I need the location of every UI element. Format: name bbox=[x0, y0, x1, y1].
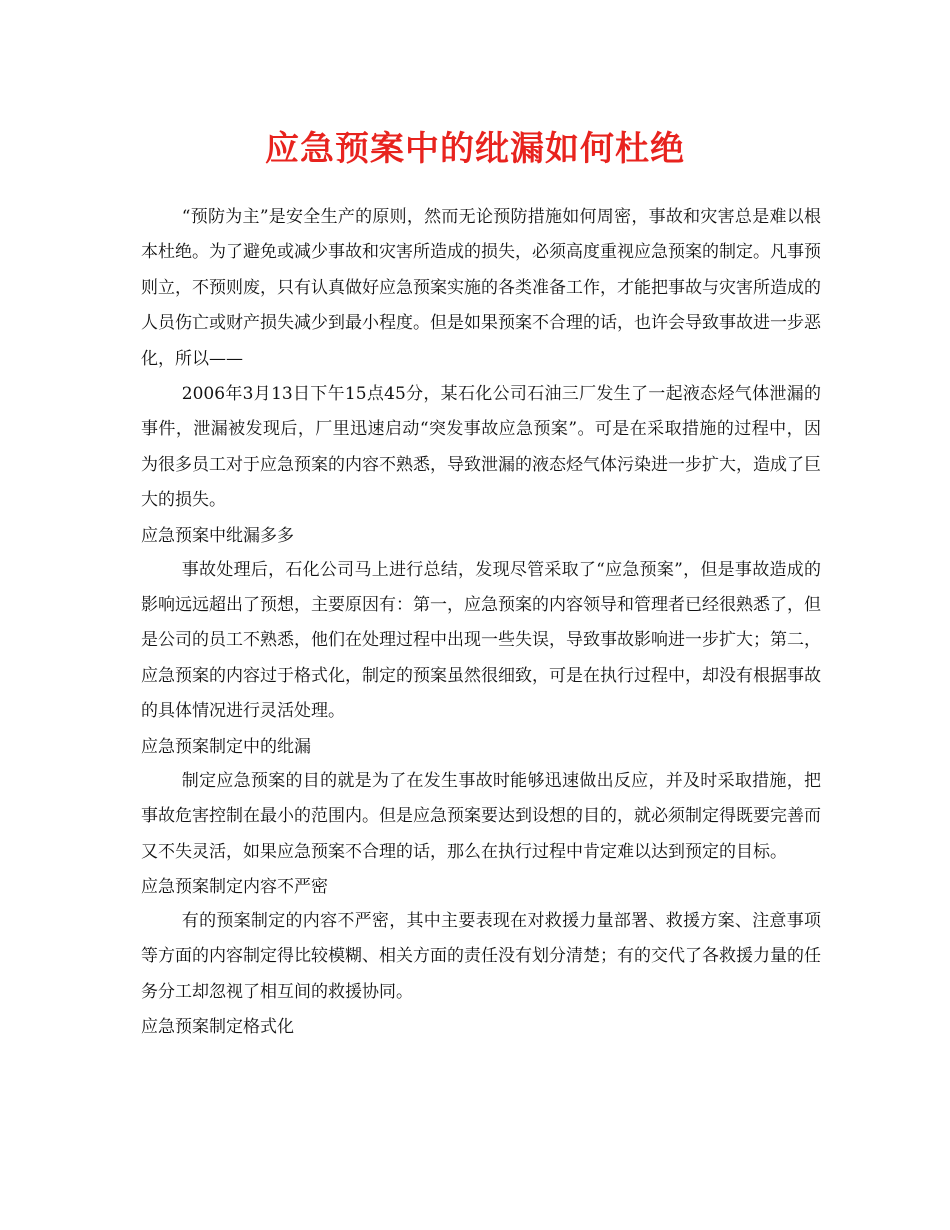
paragraph-intro: “预防为主”是安全生产的原则，然而无论预防措施如何周密，事故和灾害总是难以根本杜绝。为了避免或减少事故和灾害所造成的损失，必须高度重视应急预案的制定。凡事预则立，不预则废，只有认真做好应急预案实施的各类准备工作，才能把事故与灾害所造成的人员伤亡或财产损失减少到最小程度。但是如果预案不合理的话，也许会导致事故进一步恶化，所以—— bbox=[141, 207, 821, 369]
section-heading-drafting-flaws: 应急预案制定中的纰漏 bbox=[141, 736, 311, 757]
paragraph-not-rigorous: 有的预案制定的内容不严密，其中主要表现在对救援力量部署、救援方案、注意事项等方面的内容制定得比较模糊、相关方面的责任没有划分清楚；有的交代了各救援力量的任务分工却忽视了相互间的救援协同。 bbox=[141, 910, 821, 1002]
section-heading-not-rigorous: 应急预案制定内容不严密 bbox=[141, 876, 328, 897]
section-heading-flaws: 应急预案中纰漏多多 bbox=[141, 525, 294, 546]
section-heading-formatted: 应急预案制定格式化 bbox=[141, 1017, 294, 1038]
paragraph-summary: 事故处理后，石化公司马上进行总结，发现尽管采取了“应急预案”，但是事故造成的影响远远超出了预想，主要原因有：第一，应急预案的内容领导和管理者已经很熟悉了，但是公司的员工不熟悉，他们在处理过程中出现一些失误，导致事故影响进一步扩大；第二，应急预案的内容过于格式化，制定的预案虽然很细致，可是在执行过程中，却没有根据事故的具体情况进行灵活处理。 bbox=[141, 559, 821, 722]
document-title: 应急预案中的纰漏如何杜绝 bbox=[265, 129, 685, 169]
document-body bbox=[141, 200, 821, 1044]
paragraph-purpose: 制定应急预案的目的就是为了在发生事故时能够迅速做出反应，并及时采取措施，把事故危害控制在最小的范围内。但是应急预案要达到设想的目的，就必须制定得既要完善而又不失灵活，如果应急预案不合理的话，那么在执行过程中肯定难以达到预定的目标。 bbox=[141, 770, 821, 862]
paragraph-incident: 2006年3月13日下午15点45分，某石化公司石油三厂发生了一起液态烃气体泄漏的事件，泄漏被发现后，厂里迅速启动“突发事故应急预案”。可是在采取措施的过程中，因为很多员工对于应急预案的内容不熟悉，导致泄漏的液态烃气体污染进一步扩大，造成了巨大的损失。 bbox=[141, 384, 821, 511]
